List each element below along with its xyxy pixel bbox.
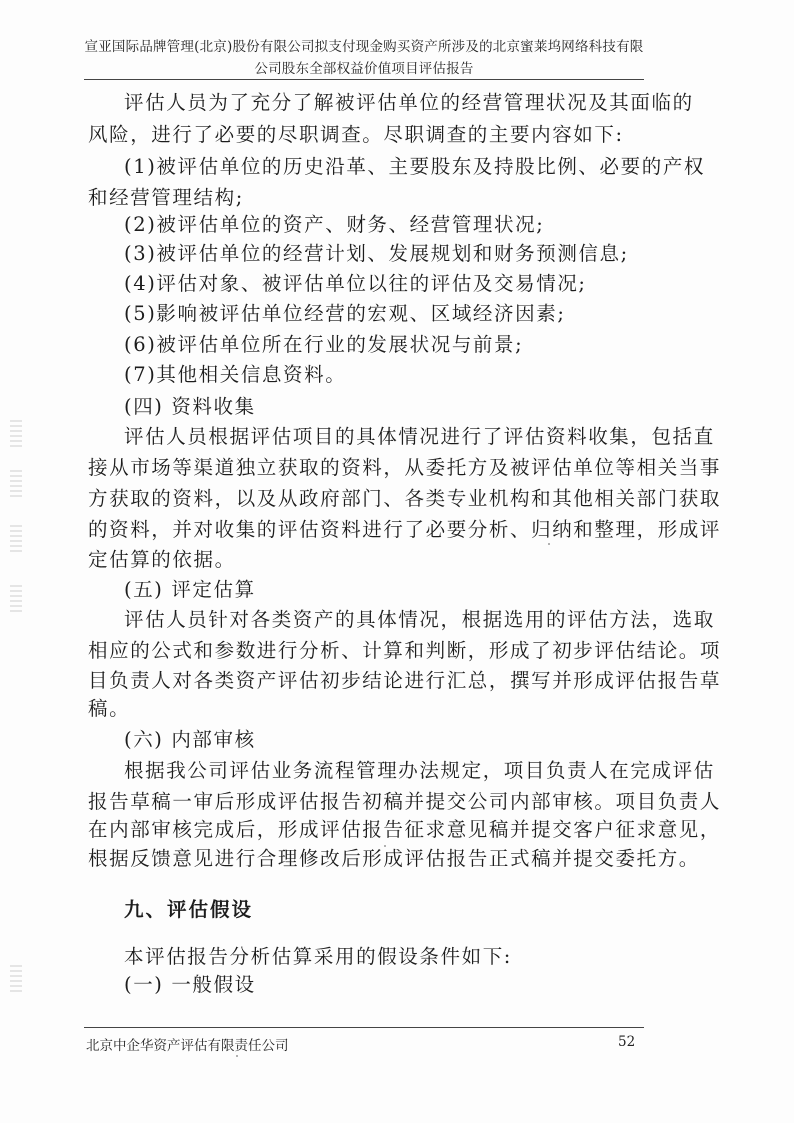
list-item: (4)评估对象、被评估单位以往的评估及交易情况; [124,272,587,295]
header-rule [84,79,644,80]
chapter-heading-assumptions: 九、评估假设 [124,898,254,921]
list-item: (1)被评估单位的历史沿革、主要股东及持股比例、必要的产权 [124,155,706,178]
scan-artifact [10,585,22,615]
paragraph-line: 根据反馈意见进行合理修改后形成评估报告正式稿并提交委托方。 [88,847,700,870]
paragraph-line: 相应的公式和参数进行分析、计算和判断，形成了初步评估结论。项 [88,639,722,662]
paragraph-line: 在内部审核完成后，形成评估报告征求意见稿并提交客户征求意见， [88,818,722,841]
scan-artifact [10,525,22,555]
scan-speck [548,543,550,545]
footer-company-name: 北京中企华资产评估有限责任公司 [86,1038,289,1054]
header-title-line-2: 公司股东全部权益价值项目评估报告 [254,61,474,77]
list-item-continuation: 和经营管理结构; [88,186,244,209]
paragraph-line: 根据我公司评估业务流程管理办法规定，项目负责人在完成评估 [124,759,715,782]
paragraph-line: 报告草稿一审后形成评估报告初稿并提交公司内部审核。项目负责人 [88,790,722,813]
paragraph-line: 评估人员根据评估项目的具体情况进行了评估资料收集，包括直 [124,425,715,448]
paragraph-line: 目负责人对各类资产评估初步结论进行汇总，撰写并形成评估报告草 [88,669,722,692]
paragraph-line: 本评估报告分析估算采用的假设条件如下: [124,945,512,968]
section-title-internal-review: (六) 内部审核 [124,728,256,751]
paragraph-line: 评估人员为了充分了解被评估单位的经营管理状况及其面临的 [124,91,694,114]
list-item: (5)影响被评估单位经营的宏观、区域经济因素; [124,302,566,325]
list-item: (2)被评估单位的资产、财务、经营管理状况; [124,213,545,236]
scan-artifact [10,420,22,450]
paragraph-line: 风险，进行了必要的尽职调查。尽职调查的主要内容如下: [88,123,624,146]
paragraph-line: 评估人员针对各类资产的具体情况，根据选用的评估方法，选取 [124,608,715,631]
section-title-valuation: (五) 评定估算 [124,578,256,601]
paragraph-line: 稿。 [88,697,131,720]
paragraph-line: 方获取的资料，以及从政府部门、各类专业机构和其他相关部门获取 [88,487,722,510]
scan-speck [236,1055,238,1057]
list-item: (7)其他相关信息资料。 [124,363,347,386]
scan-artifact [10,965,22,995]
scan-speck [384,845,386,847]
section-title-data-collection: (四) 资料收集 [124,395,256,418]
paragraph-line: 定估算的依据。 [88,548,236,571]
header-title-line-1: 宣亚国际品牌管理(北京)股份有限公司拟支付现金购买资产所涉及的北京蜜莱坞网络科技有限 [84,39,644,55]
list-item: (6)被评估单位所在行业的发展状况与前景; [124,333,524,356]
list-item: (3)被评估单位的经营计划、发展规划和财务预测信息; [124,242,629,265]
scan-artifact [10,470,22,500]
paragraph-line: 的资料，并对收集的评估资料进行了必要分析、归纳和整理，形成评 [88,518,722,541]
footer-rule [84,1027,644,1028]
paragraph-line: 接从市场等渠道独立获取的资料，从委托方及被评估单位等相关当事 [88,456,722,479]
page-number: 52 [618,1034,636,1050]
subsection-title-general-assumptions: (一) 一般假设 [124,973,256,996]
